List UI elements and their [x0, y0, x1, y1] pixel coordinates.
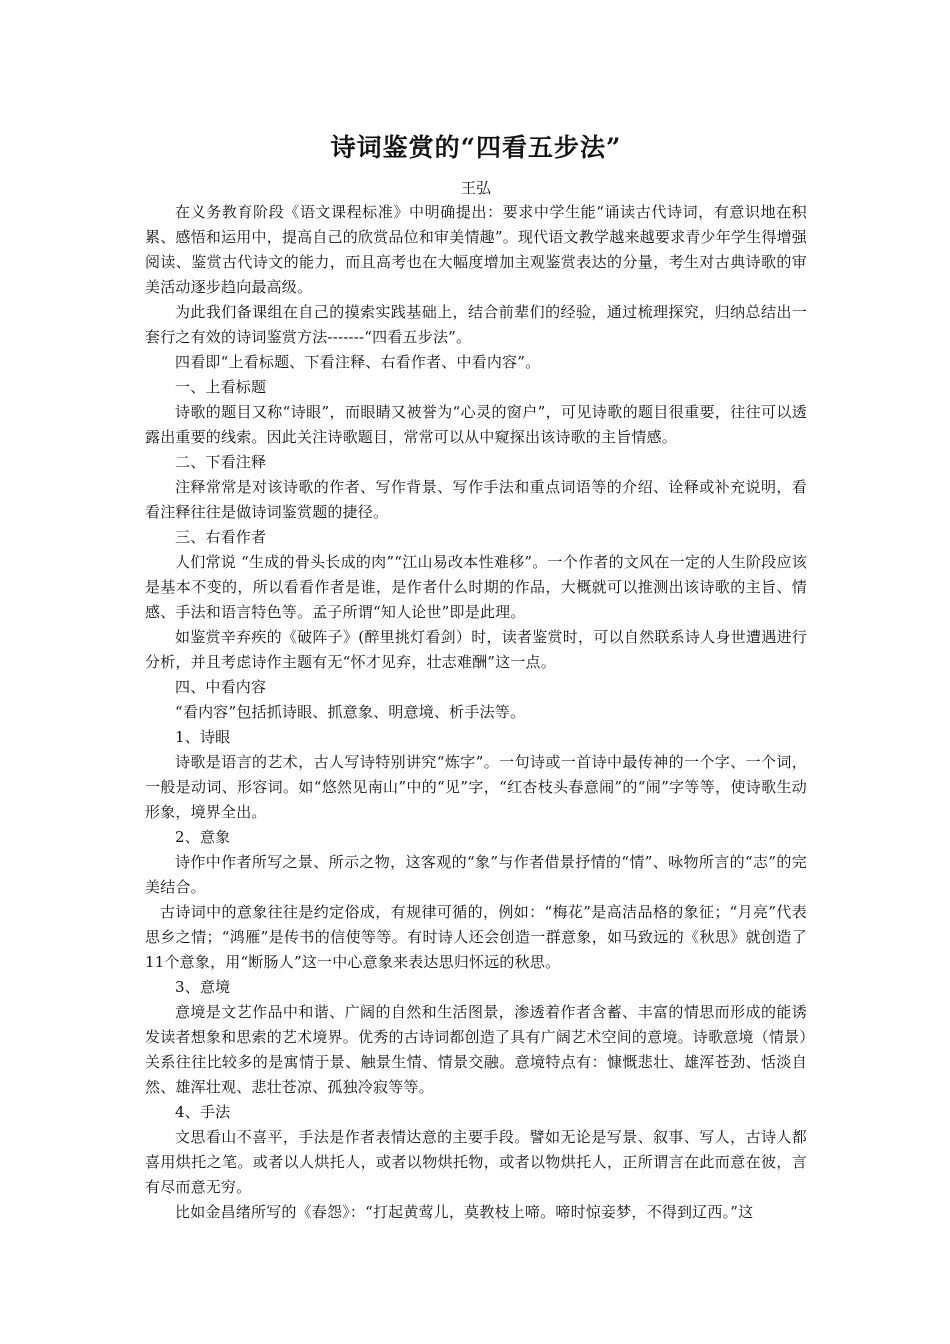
paragraph-poem-eye: 诗歌是语言的艺术，古人写诗特别讲究“炼字”。一句诗或一首诗中最传神的一个字、一个词，一般是动词、形容词。如“悠然见南山”中的“见”字，“红杏枝头春意闹”的“闹”字等等，使诗歌生动形象，境界全出。 [145, 753, 807, 821]
section-heading-author: 三、右看作者 [175, 528, 267, 546]
subheading-imagery: 2、意象 [175, 828, 231, 846]
paragraph-imagery-examples: 古诗词中的意象往往是约定俗成，有规律可循的，例如：“梅花”是高洁品格的象征；“月亮”代表思乡之情；“鸿雁”是传书的信使等等。有时诗人还会创造一群意象，如马致远的《秋思》就创造了11个意象，用“断肠人”这一中心意象来表达思归怀远的秋思。 [145, 903, 807, 971]
paragraph-author: 人们常说 “生成的骨头长成的肉”“江山易改本性难移”。一个作者的文风在一定的人生阶段应该是基本不变的，所以看看作者是谁，是作者什么时期的作品，大概就可以推测出该诗歌的主旨、情感、手法和语言特色等。孟子所谓“知人论世”即是此理。 [145, 553, 807, 621]
paragraph-technique: 文思看山不喜平，手法是作者表情达意的主要手段。譬如无论是写景、叙事、写人，古诗人都喜用烘托之笔。或者以人烘托人，或者以物烘托物，或者以物烘托人，正所谓言在此而意在彼，言有尽而意无穷。 [145, 1128, 807, 1196]
document-title: 诗词鉴赏的“四看五步法” [330, 133, 622, 162]
subheading-technique: 4、手法 [175, 1103, 231, 1121]
paragraph-intro: 在义务教育阶段《语文课程标准》中明确提出：要求中学生能“诵读古代诗词，有意识地在积累、感悟和运用中，提高自己的欣赏品位和审美情趣”。现代语文教学越来越要求青少年学生得增强阅读、鉴赏古代诗文的能力，而且高考也在大幅度增加主观鉴赏表达的分量，考生对古典诗歌的审美活动逐步趋向最高级。 [145, 203, 807, 296]
document-author: 王弘 [460, 179, 491, 197]
subheading-artistic-conception: 3、意境 [175, 978, 231, 996]
paragraph-author-example: 如鉴赏辛弃疾的《破阵子》(醉里挑灯看剑）时，读者鉴赏时，可以自然联系诗人身世遭遇进行分析，并且考虑诗作主题有无“怀才见弃，壮志难酬”这一点。 [145, 628, 807, 671]
paragraph-title: 诗歌的题目又称“诗眼”，而眼睛又被誉为“心灵的窗户”，可见诗歌的题目很重要，往往可以透露出重要的线索。因此关注诗歌题目，常常可以从中窥探出该诗歌的主旨情感。 [145, 403, 807, 446]
paragraph-technique-example: 比如金昌绪所写的《春怨》：“打起黄莺儿，莫教枝上啼。啼时惊妾梦，不得到辽西。”这 [175, 1203, 754, 1221]
section-heading-content: 四、中看内容 [175, 678, 267, 696]
paragraph-imagery: 诗作中作者所写之景、所示之物，这客观的“象”与作者借景抒情的“情”、咏物所言的“志”的完美结合。 [145, 853, 807, 896]
subheading-poem-eye: 1、诗眼 [175, 728, 231, 746]
paragraph-method: 为此我们备课组在自己的摸索实践基础上，结合前辈们的经验，通过梳理探究，归纳总结出一套行之有效的诗词鉴赏方法-------“四看五步法”。 [145, 303, 807, 346]
paragraph-content: “看内容”包括抓诗眼、抓意象、明意境、析手法等。 [175, 703, 526, 721]
document-page [145, 128, 807, 1225]
paragraph-artistic-conception: 意境是文艺作品中和谐、广阔的自然和生活图景，渗透着作者含蓄、丰富的情思而形成的能诱发读者想象和思索的艺术境界。优秀的古诗词都创造了具有广阔艺术空间的意境。诗歌意境（情景）关系往往比较多的是寓情于景、触景生情、情景交融。意境特点有：慷慨悲壮、雄浑苍劲、恬淡自然、雄浑壮观、悲壮苍凉、孤独冷寂等等。 [145, 1003, 807, 1096]
section-heading-notes: 二、下看注释 [175, 453, 267, 471]
paragraph-notes: 注释常常是对该诗歌的作者、写作背景、写作手法和重点词语等的介绍、诠释或补充说明，看看注释往往是做诗词鉴赏题的捷径。 [145, 478, 807, 521]
section-heading-title: 一、上看标题 [175, 378, 267, 396]
paragraph-four-looks: 四看即“上看标题、下看注释、右看作者、中看内容”。 [175, 353, 541, 371]
